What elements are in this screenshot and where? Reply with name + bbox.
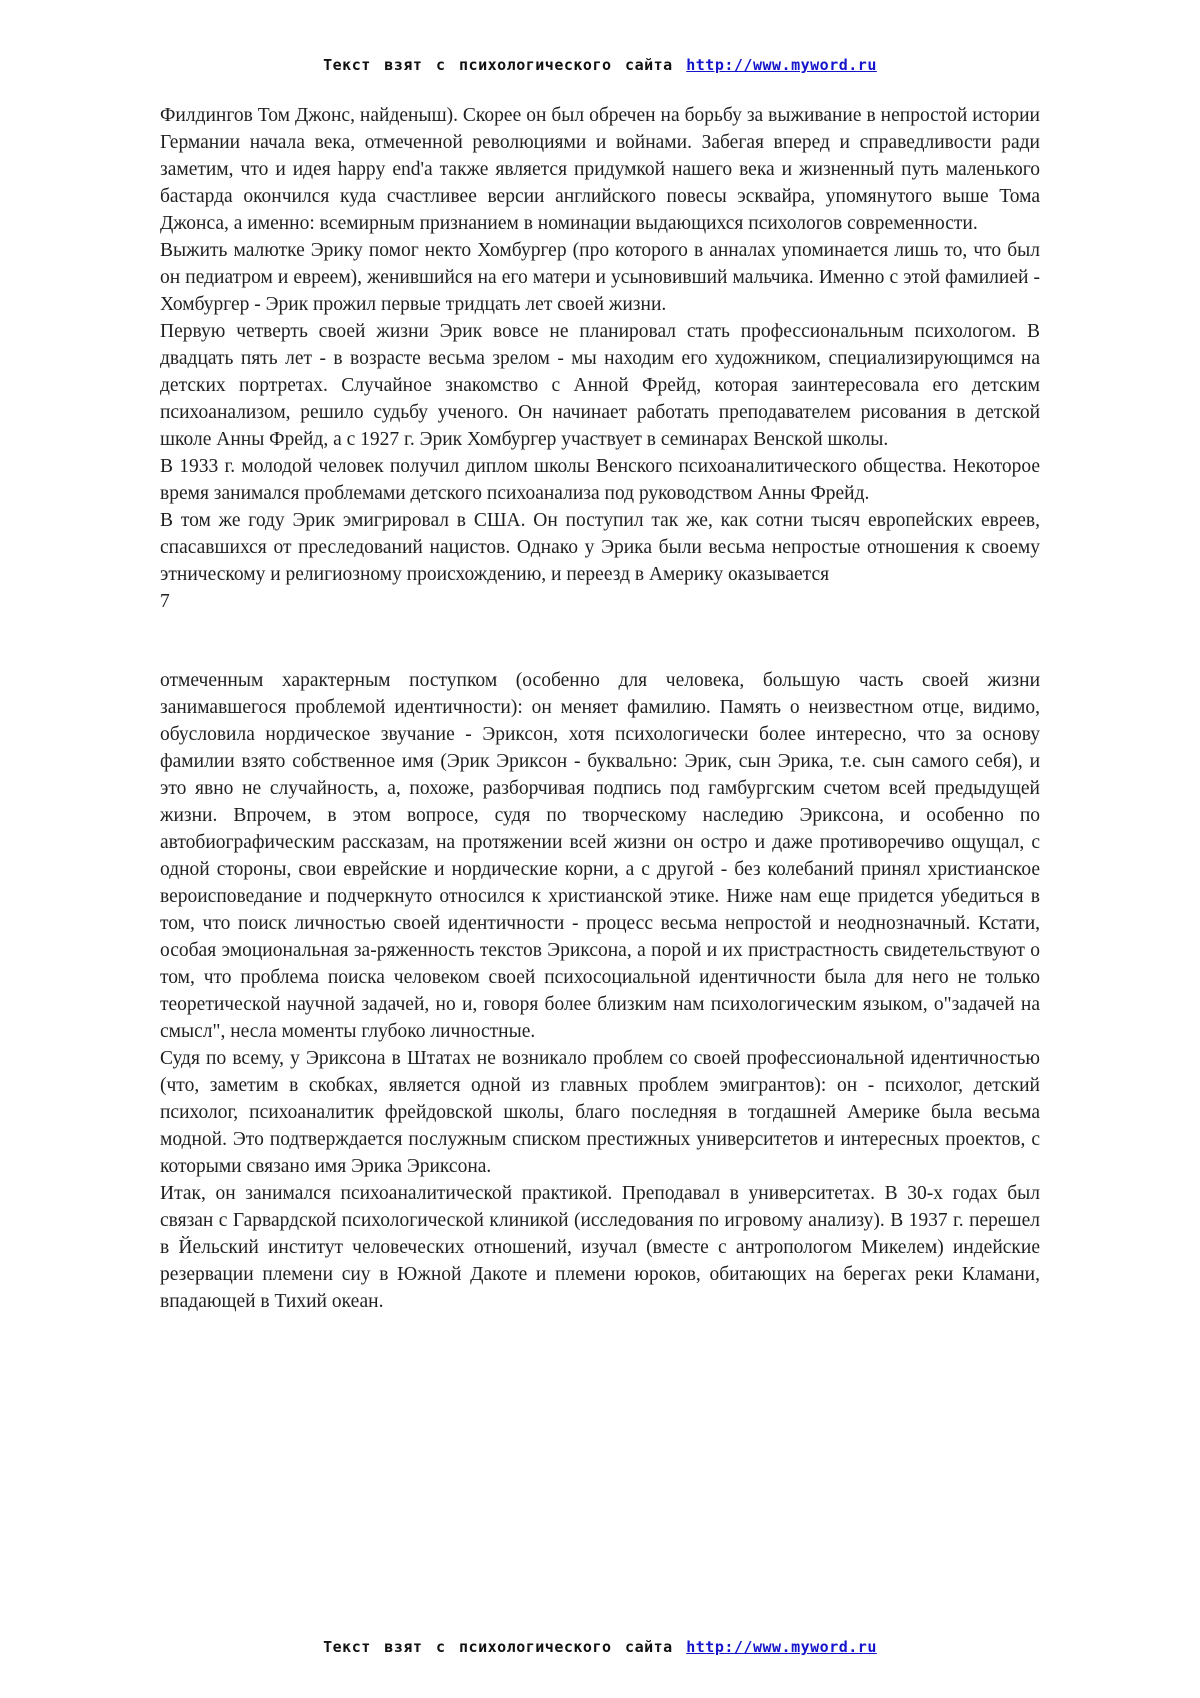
footer-source-note bbox=[160, 1638, 1040, 1656]
footer-source-link[interactable]: http://www.myword.ru bbox=[686, 1638, 877, 1656]
paragraph: Филдингов Том Джонс, найденыш). Скорее он был обречен на борьбу за выживание в непростой истории Германии начала века, отмеченной революциями и войнами. Забегая вперед и справедливости ради заметим, что и идея happy end'a также является придумкой нашего века и жизненный путь маленького бастарда окончился куда счастливее версии английского повесы эсквайра, упомянутого выше Тома Джонса, а именно: всемирным признанием в номинации выдающихся психологов современности. bbox=[160, 105, 1040, 234]
paragraph: В том же году Эрик эмигрировал в США. Он поступил так же, как сотни тысяч европейских евреев, спасавшихся от преследований нацистов. Однако у Эрика были весьма непростые отношения к своему этническому и религиозному происхождению, и переезд в Америку оказывается bbox=[160, 510, 1040, 585]
paragraph: Итак, он занимался психоаналитической практикой. Преподавал в университетах. В 30-х годах был связан с Гарвардской психологической клиникой (исследования по игровому анализу). В 1937 г. перешел в Йельский институт человеческих отношений, изучал (вместе с антропологом Микелем) индейские резервации племени сиу в Южной Дакоте и племени юроков, обитающих на берегах реки Кламани, впадающей в Тихий океан. bbox=[160, 1183, 1040, 1312]
page-number: 7 bbox=[160, 591, 170, 612]
paragraph: В 1933 г. молодой человек получил диплом школы Венского психоаналитического общества. Некоторое время занимался проблемами детского психоанализа под руководством Анны Фрейд. bbox=[160, 456, 1040, 504]
footer-source-label: Текст взят с психологического сайта bbox=[323, 1638, 673, 1656]
section-break bbox=[160, 615, 1040, 667]
paragraph: отмеченным характерным поступком (особенно для человека, большую часть своей жизни занимавшегося проблемой идентичности): он меняет фамилию. Память о неизвестном отце, видимо, обусловила нордическое звучание - Эриксон, хотя психологически более интересно, что за основу фамилии взято собственное имя (Эрик Эриксон - буквально: Эрик, сын Эрика, т.е. сын самого себя), и это явно не случайность, а, похоже, разборчивая подпись под гамбургским счетом всей предыдущей жизни. Впрочем, в этом вопросе, судя по творческому наследию Эриксона, и особенно по автобиографическим рассказам, на протяжении всей жизни он остро и даже противоречиво ощущал, с одной стороны, свои еврейские и нордические корни, а с другой - без колебаний принял христианское вероисповедание и подчеркнуто относился к христианской этике. Ниже нам еще придется убедиться в том, что поиск личностью своей идентичности - процесс весьма непростой и неоднозначный. Кстати, особая эмоциональная за-ряженность текстов Эриксона, а порой и их пристрастность свидетельствуют о том, что проблема поиска человеком своей психосоциальной идентичности была для него не только теоретической научной задачей, но и, говоря более близким нам психологическим языком, о"задачей на смысл", несла моменты глубоко личностные. bbox=[160, 670, 1040, 1042]
header-source-link[interactable]: http://www.myword.ru bbox=[686, 56, 877, 74]
header-source-note bbox=[160, 56, 1040, 74]
paragraph: Судя по всему, у Эриксона в Штатах не возникало проблем со своей профессиональной идентичностью (что, заметим в скобках, является одной из главных проблем эмигрантов): он - психолог, детский психолог, психоаналитик фрейдовской школы, благо последняя в тогдашней Америке была весьма модной. Это подтверждается послужным списком престижных университетов и интересных проектов, с которыми связано имя Эрика Эриксона. bbox=[160, 1048, 1040, 1177]
paragraph: Выжить малютке Эрику помог некто Хомбургер (про которого в анналах упоминается лишь то, что был он педиатром и евреем), женившийся на его матери и усыновивший мальчика. Именно с этой фамилией - Хомбургер - Эрик прожил первые тридцать лет своей жизни. bbox=[160, 240, 1040, 315]
header-source-label: Текст взят с психологического сайта bbox=[323, 56, 673, 74]
paragraph: Первую четверть своей жизни Эрик вовсе не планировал стать профессиональным психологом. В двадцать пять лет - в возрасте весьма зрелом - мы находим его художником, специализирующимся на детских портретах. Случайное знакомство с Анной Фрейд, которая заинтересовала его детским психоанализом, решило судьбу ученого. Он начинает работать преподавателем рисования в детской школе Анны Фрейд, а с 1927 г. Эрик Хомбургер участвует в семинарах Венской школы. bbox=[160, 321, 1040, 450]
document-body bbox=[160, 102, 1040, 1315]
